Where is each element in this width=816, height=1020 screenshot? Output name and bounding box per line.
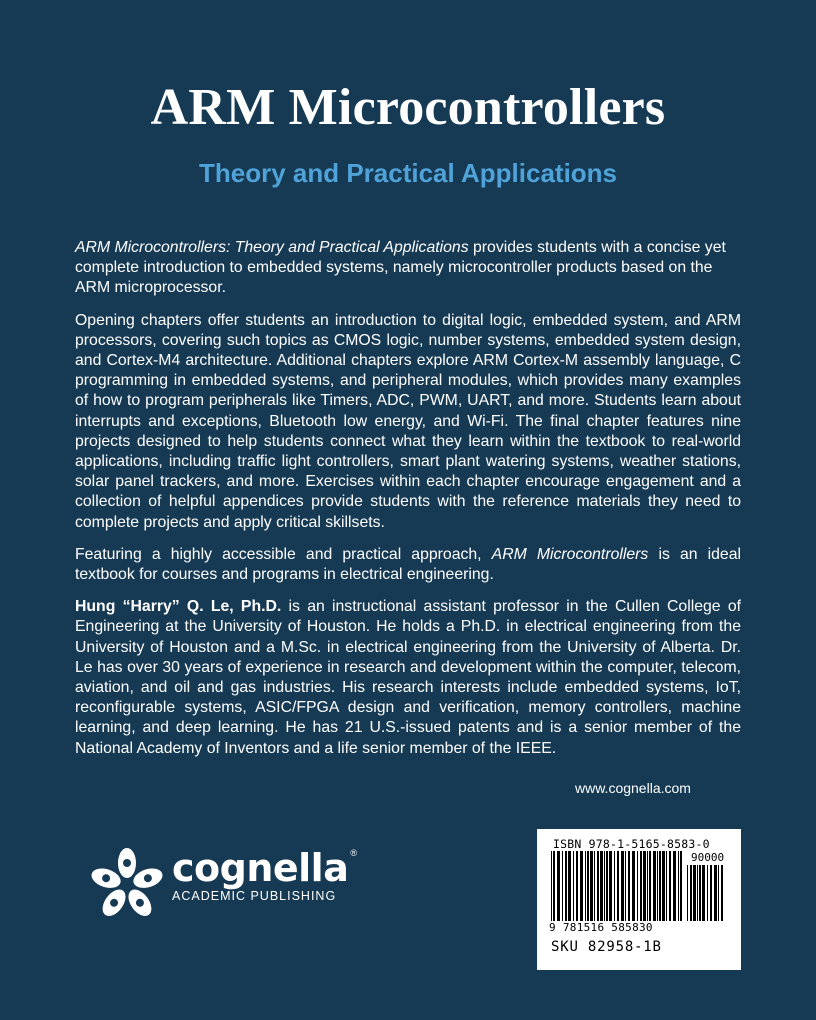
barcode-bar: [609, 851, 612, 921]
book-title-italic: ARM Microcontrollers: Theory and Practical Applications: [75, 239, 469, 256]
barcode-bar: [693, 865, 696, 921]
author-bio: [75, 597, 741, 759]
barcode-bar: [594, 851, 595, 921]
barcode-bar: [643, 851, 646, 921]
barcode-bar: [637, 851, 638, 921]
barcode-bar: [573, 851, 574, 921]
cognella-flower-icon: [88, 846, 166, 924]
barcode-bar: [580, 851, 583, 921]
barcode-bar: [647, 851, 648, 921]
barcode-bar: [659, 851, 661, 921]
barcode-bar: [678, 851, 679, 921]
barcode-bar: [710, 865, 712, 921]
ean-barcode: [551, 851, 683, 921]
barcode-bar: [649, 851, 651, 921]
barcode-bar: [568, 851, 571, 921]
barcode-bar: [562, 851, 563, 921]
barcode-bar: [565, 851, 567, 921]
publisher-tagline: ACADEMIC PUBLISHING: [172, 889, 337, 903]
description-paragraph-2: Opening chapters offer students an introduction to digital logic, embedded system, and ARM processors, covering such topics as CMOS logic, number systems, embedded system design, and Cortex-M4 architecture. Additional chapters explore ARM Cortex-M assembly language, C programming in embedded systems, and peripheral modules, which provides many examples of how to program peripherals like Timers, ADC, PWM, UART, and more. Students learn about interrupts and exceptions, Bluetooth low energy, and Wi-Fi. The final chapter features nine projects designed to help students connect what they learn within the textbook to real-world applications, including traffic light controllers, smart plant watering systems, weather stations, solar panel trackers, and more. Exercises within each chapter encourage engagement and a collection of helpful appendices provide students with the reference materials they need to complete projects and apply critical skillsets.: [75, 311, 741, 531]
barcode-bar: [669, 851, 671, 921]
barcode-bar: [587, 851, 589, 921]
barcode-bar: [632, 851, 635, 921]
barcode-bar: [657, 851, 658, 921]
publisher-brand: [172, 848, 357, 903]
description-text: provides students with a concise yet complete introduction to embedded systems, namely microcontroller products based on the ARM microprocessor.: [75, 239, 726, 297]
barcode-bar: [597, 851, 599, 921]
barcode-bar: [690, 865, 692, 921]
barcode-bar: [680, 851, 682, 921]
barcode-bar: [557, 851, 560, 921]
book-subtitle: Theory and Practical Applications: [198, 158, 618, 188]
barcode-bar: [707, 865, 708, 921]
barcode-bar: [604, 851, 605, 921]
barcode-bar: [614, 851, 615, 921]
barcode-bar: [714, 865, 717, 921]
barcode-bar: [721, 865, 723, 921]
price-code: 90000: [691, 851, 725, 864]
barcode-bar: [617, 851, 619, 921]
barcode-bar: [653, 851, 656, 921]
publisher-url: www.cognella.com: [575, 780, 691, 796]
barcode-bar: [590, 851, 593, 921]
barcode-bar: [576, 851, 578, 921]
author-bio-text: is an instructional assistant professor in the Cullen College of Engineering at the University of Houston. He holds a Ph.D. in electrical engineering from the University of Houston and a M.Sc. in electrical engineering from the University of Alberta. Dr. Le has over 30 years of experience in research and development within the computer, telecom, aviation, and oil and gas industries. His research interests include embedded systems, IoT, reconfigurable systems, ASIC/FPGA design and verification, memory controllers, machine learning, and deep learning. He has 21 U.S.-issued patents and is a senior member of the National Academy of Inventors and a life senior member of the IEEE.: [75, 598, 741, 757]
description-paragraph-3: [75, 545, 741, 585]
publisher-name: cognella: [172, 846, 349, 890]
barcode-bar: [697, 865, 698, 921]
isbn-text: ISBN 978-1-5165-8583-0: [553, 837, 710, 851]
barcode-bar: [553, 851, 555, 921]
barcode-bar: [687, 865, 688, 921]
description-text: is an ideal textbook for courses and programs in electrical engineering.: [75, 545, 741, 584]
book-title: ARM Microcontrollers: [150, 79, 666, 136]
ean-digits: 9 781516 585830: [549, 921, 653, 934]
book-title-italic: ARM Microcontrollers: [491, 545, 649, 563]
barcode-bar: [628, 851, 630, 921]
sku-text: SKU 82958-1B: [551, 939, 662, 955]
barcode-bar: [662, 851, 665, 921]
back-cover-copy: [75, 238, 741, 771]
barcode-bar: [625, 851, 626, 921]
barcode-bar: [606, 851, 608, 921]
barcode-bar: [600, 851, 603, 921]
barcode-bar: [702, 865, 705, 921]
barcode-bar: [621, 851, 624, 921]
barcode-bar: [673, 851, 676, 921]
barcode-bar: [585, 851, 586, 921]
addon-barcode: [687, 865, 727, 921]
barcode-bar: [640, 851, 642, 921]
barcode-bar: [718, 865, 719, 921]
author-name: Hung “Harry” Q. Le, Ph.D.: [75, 598, 282, 616]
barcode-bar: [699, 865, 701, 921]
barcode-bar: [551, 851, 552, 921]
description-text: Featuring a highly accessible and practical approach,: [75, 545, 492, 563]
barcode-box: [537, 829, 741, 970]
description-paragraph-1: [75, 238, 741, 299]
barcode-bar: [666, 851, 667, 921]
registered-mark: ®: [350, 848, 357, 858]
